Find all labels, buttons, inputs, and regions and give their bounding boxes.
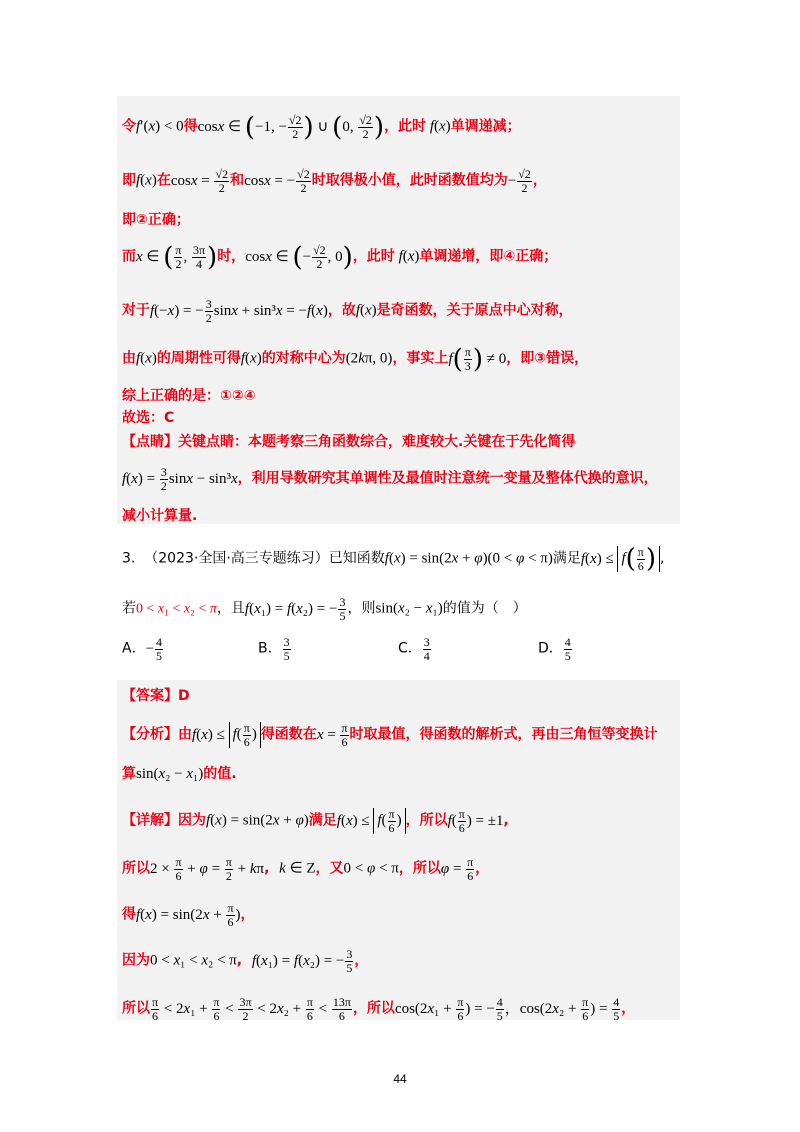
option-c[interactable]: C． $\frac{3}{4}$ xyxy=(398,635,430,663)
detail-line-5: 所以 $\frac{\pi}{6}$ < 2x₁ + $\frac{\pi}{6}$ < $\frac{3\pi}{2}$ < 2x₂ + $\frac{\pi}{6}$ < $\frac{13\pi}{6}$ ，所以cos(2x₁ + $\frac{\pi}{6}$ ) = − $\frac{4}{5}$ ，cos(2x₂ + $\frac{\pi}{6}$ ) = $\frac{4}{5}$ ， xyxy=(122,995,636,1023)
answer-label: 【答案】D xyxy=(122,688,190,704)
solution-line-1: 令f′(x) < 0得cosx ∈ (−1, − $\frac{√2}{2}$ ) ∪ (0, $\frac{√2}{2}$ )，此时 f(x)单调递减； xyxy=(122,112,521,143)
solution-line-9: 【点睛】关键点睛：本题考察三角函数综合，难度较大.关键在于先化简得 xyxy=(122,434,576,450)
solution-line-4: 而x ∈ ( $\frac{\pi}{2}$ , $\frac{3\pi}{4}$ )时，cosx ∈ (− $\frac{√2}{2}$ , 0)，此时 f(x)单调递增，即④正确； xyxy=(122,242,558,273)
solution-line-3: 即②正确； xyxy=(122,212,190,228)
option-a[interactable]: A．− $\frac{4}{5}$ xyxy=(122,635,163,663)
detail-line-1: 【详解】因为f(x) = sin(2x + φ)满足f(x) ≤ f( $\frac{\pi}{6}$ ) ，所以f( $\frac{\pi}{6}$ ) = ±1, xyxy=(122,807,509,835)
detail-line-4: 因为0 < x₁ < x₂ < π, f(x₁) = f(x₂) = − $\frac{3}{5}$ ， xyxy=(122,947,369,975)
detail-line-3: 得f(x) = sin(2x + $\frac{\pi}{6}$ )， xyxy=(122,901,255,929)
solution-line-11: 减小计算量. xyxy=(122,508,198,524)
detail-line-2: 所以2 × $\frac{\pi}{6}$ + φ = $\frac{\pi}{2}$ + kπ, k ∈ Z，又0 < φ < π，所以φ = $\frac{\pi}{6}$ ， xyxy=(122,855,490,883)
solution-line-10: f(x) = $\frac{3}{2}$ sinx − sin³x，利用导数研究其单调性及最值时注意统一变量及整体代换的意识， xyxy=(122,465,658,493)
question-line-1: 3. （2023·全国·高三专题练习）已知函数f(x) = sin(2x + φ)(0 < φ < π)满足f(x) ≤ f( $\frac{\pi}{6}$ ) , xyxy=(122,544,665,575)
analysis-line-1: 【分析】由f(x) ≤ f( $\frac{\pi}{6}$ ) 得函数在x = $\frac{\pi}{6}$ 时取最值，得函数的解析式，再由三角恒等变换计 xyxy=(122,721,658,749)
analysis-line-2: 算sin(x₂ − x₁)的值. xyxy=(122,766,237,782)
option-d[interactable]: D． $\frac{4}{5}$ xyxy=(538,635,571,663)
solution-line-6: 由f(x)的周期性可得f(x)的对称中心为(2kπ, 0)，事实上f( $\frac{\pi}{3}$ ) ≠ 0，即③错误， xyxy=(122,344,589,375)
solution-line-7: 综上正确的是：①②④ xyxy=(122,388,256,404)
solution-line-8: 故选：C xyxy=(122,410,175,426)
solution-line-2: 即f(x)在cosx = $\frac{√2}{2}$ 和cosx = − $\frac{√2}{2}$ 时取得极小值，此时函数值均为− $\frac{√2}{2}$ ， xyxy=(122,167,547,195)
solution-line-5: 对于f(−x) = − $\frac{3}{2}$ sinx + sin³x = −f(x)，故f(x)是奇函数，关于原点中心对称， xyxy=(122,297,573,325)
option-b[interactable]: B． $\frac{3}{5}$ xyxy=(258,635,290,663)
question-line-2: 若0 < x₁ < x₂ < π，且f(x₁) = f(x₂) = − $\frac{3}{5}$ ，则sin(x₂ − x₁)的值为（ ） xyxy=(122,595,527,623)
page-number: 44 xyxy=(393,1072,407,1086)
